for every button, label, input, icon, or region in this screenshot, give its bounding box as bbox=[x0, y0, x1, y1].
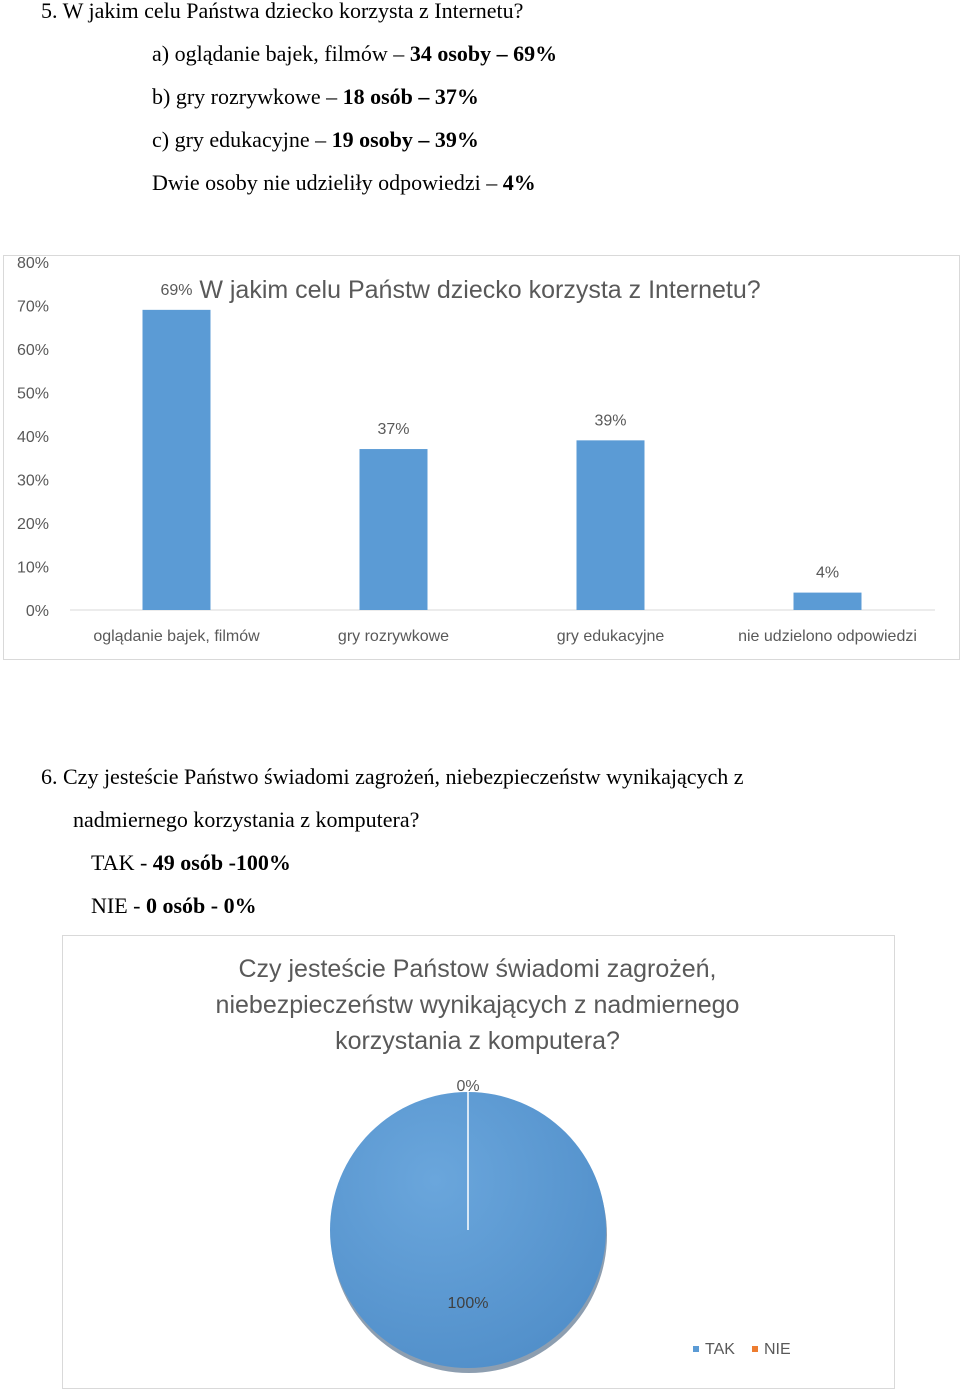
pie-title-line-2: niebezpieczeństw wynikających z nadmiernego bbox=[215, 991, 740, 1019]
legend-swatch bbox=[693, 1346, 699, 1352]
bar-data-label: 4% bbox=[815, 564, 840, 582]
answer-count: 19 osoby bbox=[331, 127, 413, 152]
legend-swatch bbox=[752, 1346, 758, 1352]
bar-data-label: 39% bbox=[594, 412, 627, 430]
bar-data-label: 69% bbox=[160, 281, 193, 299]
bar-chart-title: W jakim celu Państw dziecko korzysta z Internetu? bbox=[199, 276, 761, 304]
y-tick-label: 50% bbox=[16, 385, 49, 403]
y-tick-label: 20% bbox=[16, 516, 49, 533]
answer-label: b) gry rozrywkowe – bbox=[152, 84, 343, 109]
no-label: NIE - bbox=[91, 893, 146, 918]
answer-pct: 37% bbox=[434, 84, 479, 109]
answer-label: a) oglądanie bajek, filmów – bbox=[152, 41, 410, 66]
x-category-label: gry rozrywkowe bbox=[337, 628, 450, 645]
legend-label: NIE bbox=[764, 1341, 791, 1358]
legend-label: TAK bbox=[705, 1341, 735, 1358]
answer-label: c) gry edukacyjne – bbox=[152, 127, 332, 152]
answer-count: 18 osób bbox=[342, 84, 413, 109]
answer-pct: 39% bbox=[434, 127, 479, 152]
x-category-label: nie udzielono odpowiedzi bbox=[738, 628, 917, 645]
y-tick-label: 30% bbox=[16, 472, 49, 490]
x-category-label: oglądanie bajek, filmów bbox=[93, 628, 260, 645]
answer-sep: – bbox=[412, 84, 435, 109]
answer-count: 34 osoby bbox=[409, 41, 492, 66]
answer-sep: – bbox=[491, 41, 514, 66]
pie-title-line-3: korzystania z komputera? bbox=[335, 1027, 620, 1055]
bar-data-label: 37% bbox=[377, 421, 410, 439]
y-tick-label: 10% bbox=[16, 559, 49, 577]
no-value: 0 osób - 0% bbox=[145, 893, 257, 918]
y-tick-label: 0% bbox=[25, 603, 49, 620]
answer-pct: 69% bbox=[513, 41, 558, 66]
y-tick-label: 40% bbox=[16, 429, 49, 446]
pie-title-line-1: Czy jesteście Państow świadomi zagrożeń, bbox=[238, 955, 717, 983]
q6-heading-line1: 6. Czy jesteście Państwo świadomi zagrożeń, niebezpieczeństw wynikających z bbox=[41, 764, 744, 789]
y-tick-label: 70% bbox=[16, 298, 49, 316]
yes-label: TAK - bbox=[91, 850, 153, 875]
q5-heading: 5. W jakim celu Państwa dziecko korzysta z Internetu? bbox=[41, 0, 524, 23]
answer-sep: – bbox=[412, 127, 435, 152]
x-category-label: gry edukacyjne bbox=[556, 628, 665, 645]
q6-heading-line2: nadmiernego korzystania z komputera? bbox=[73, 807, 420, 832]
yes-value: 49 osób -100% bbox=[152, 850, 291, 875]
pie-data-label: 100% bbox=[447, 1295, 489, 1312]
pie-data-label: 0% bbox=[456, 1078, 480, 1095]
y-tick-label: 80% bbox=[16, 255, 49, 272]
y-tick-label: 60% bbox=[16, 342, 49, 359]
no-answer-label: Dwie osoby nie udzieliły odpowiedzi – bbox=[152, 170, 503, 195]
no-answer-pct: 4% bbox=[502, 170, 536, 195]
